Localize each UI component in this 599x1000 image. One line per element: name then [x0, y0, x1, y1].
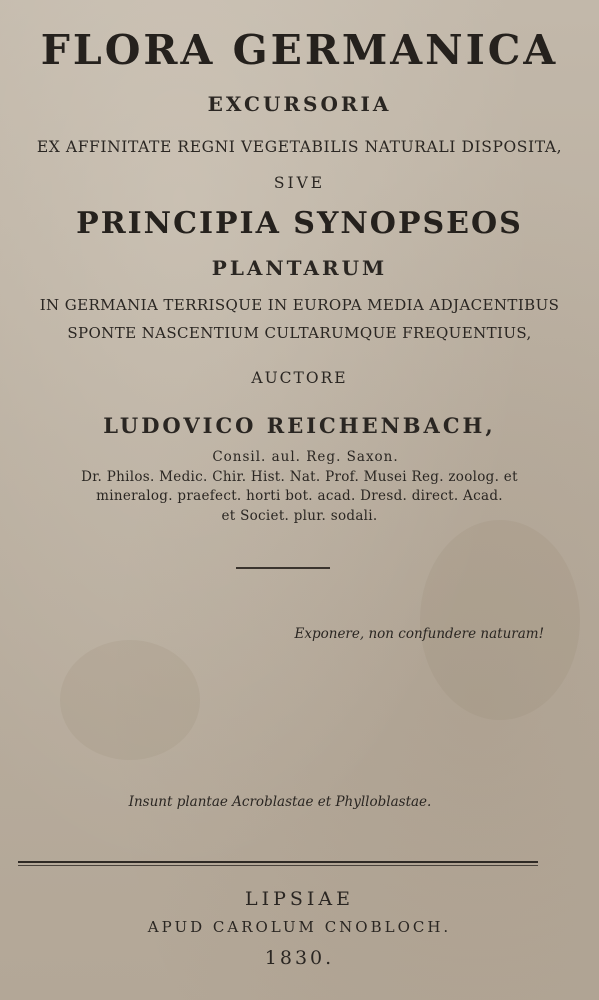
imprint-rule	[18, 861, 538, 863]
author-credential: Consil. aul. Reg. Saxon.	[212, 449, 399, 465]
author-name: LUDOVICO REICHENBACH,	[103, 413, 496, 438]
alternate-title: PRINCIPIA SYNOPSEOS	[76, 206, 523, 241]
paper-stain	[420, 520, 580, 720]
motto: Exponere, non confundere naturam!	[294, 626, 544, 642]
book-subtitle-line2: EX AFFINITATE REGNI VEGETABILIS NATURALI DISPOSITA,	[36, 138, 563, 156]
book-subtitle: EXCURSORIA	[207, 92, 392, 116]
paper-stain	[60, 640, 200, 760]
imprint-publisher: APUD CAROLUM CNOBLOCH.	[147, 918, 452, 936]
description-line-2: SPONTE NASCENTIUM CULTARUMQUE FREQUENTIUS,	[67, 324, 532, 342]
imprint-rule	[18, 865, 538, 866]
author-credential: mineralog. praefect. horti bot. acad. Dresd. direct. Acad.	[96, 488, 503, 504]
divider-rule	[236, 567, 330, 569]
book-title: FLORA GERMANICA	[40, 26, 559, 74]
description-line-1: IN GERMANIA TERRISQUE IN EUROPA MEDIA ADJACENTIBUS	[39, 296, 560, 314]
alternate-title-2: PLANTARUM	[211, 256, 388, 280]
imprint-place: LIPSIAE	[244, 888, 355, 910]
contents-note: Insunt plantae Acroblastae et Phylloblastae.	[128, 794, 432, 810]
imprint-year: 1830.	[264, 947, 335, 969]
author-credential: Dr. Philos. Medic. Chir. Hist. Nat. Prof. Musei Reg. zoolog. et	[81, 469, 518, 485]
conjunction: SIVE	[273, 174, 326, 192]
auctore-label: AUCTORE	[251, 369, 348, 387]
author-credential: et Societ. plur. sodali.	[221, 508, 378, 524]
